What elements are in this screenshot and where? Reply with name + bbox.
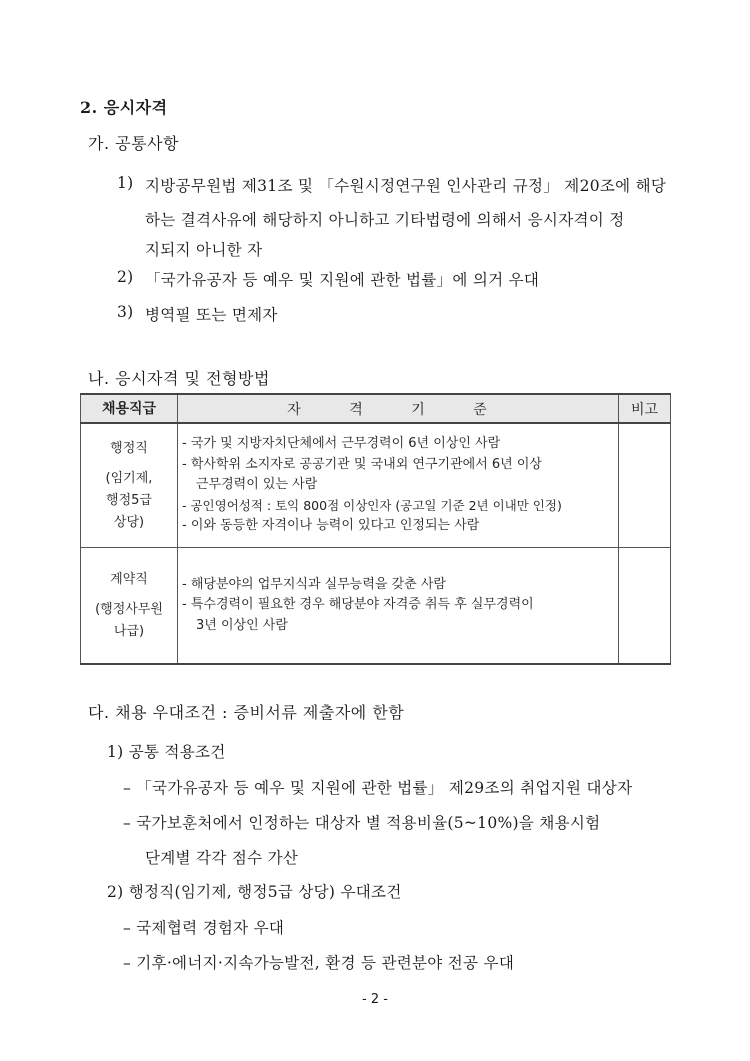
criteria-line: - 공인영어성적 : 토익 800점 이상인자 (공고일 기준 2년 이내만 인정) (182, 497, 562, 513)
grade-line: 상당) (113, 514, 145, 530)
table-header-row (81, 394, 671, 423)
group-2-item-1: – 국제협력 경험자 우대 (123, 919, 285, 937)
header-note: 비고 (619, 394, 671, 423)
item-3-number: 3) (117, 303, 134, 321)
grade-line: 행정직 (110, 440, 148, 456)
table-row (81, 548, 671, 665)
item-1-line-2: 하는 결격사유에 해당하지 아니하고 기타법령에 의해서 응시자격이 정 (145, 211, 625, 229)
item-2-number: 2) (117, 268, 134, 286)
group-1-item-2-line-2: 단계별 각각 점수 가산 (145, 849, 299, 867)
header-criteria-label: 자 격 기 준 (287, 401, 509, 418)
note-cell (619, 423, 671, 548)
item-1-line-3: 지되지 아니한 자 (145, 241, 263, 259)
criteria-line: - 특수경력이 필요한 경우 해당분야 자격증 취득 후 실무경력이 (182, 597, 534, 613)
grade-line: (행정사무원 (95, 601, 163, 617)
group-1-title: 1) 공통 적용조건 (107, 743, 226, 761)
criteria-line: - 국가 및 지방자치단체에서 근무경력이 6년 이상인 사람 (182, 436, 501, 452)
group-2-item-2: – 기후·에너지·지속가능발전, 환경 등 관련분야 전공 우대 (123, 954, 515, 972)
grade-line: (임기제, (105, 470, 153, 486)
group-1-item-2-line-1: – 국가보훈처에서 인정하는 대상자 별 적용비율(5~10%)을 채용시험 (123, 814, 601, 832)
section-title: 2. 응시자격 (80, 98, 168, 117)
table-row (81, 423, 671, 548)
subsection-b-title: 나. 응시자격 및 전형방법 (88, 369, 270, 388)
criteria-line: 3년 이상인 사람 (196, 617, 288, 633)
grade-line: 나급) (113, 623, 145, 639)
subsection-c-title: 다. 채용 우대조건 : 증비서류 제출자에 한함 (88, 703, 405, 722)
item-3-text: 병역필 또는 면제자 (145, 306, 278, 324)
item-1-number: 1) (117, 174, 134, 192)
subsection-a-title: 가. 공통사항 (88, 134, 179, 153)
criteria-line: - 해당분야의 업무지식과 실무능력을 갖춘 사람 (182, 576, 446, 592)
group-1-item-1: – 「국가유공자 등 예우 및 지원에 관한 법률」 제29조의 취업지원 대상자 (123, 779, 633, 797)
page-number: - 2 - (362, 992, 388, 1007)
grade-line: 행정5급 (106, 492, 152, 508)
criteria-cell (178, 423, 619, 548)
criteria-cell (178, 548, 619, 665)
header-criteria (178, 394, 619, 423)
item-1-line-1: 지방공무원법 제31조 및 「수원시정연구원 인사관리 규정」 제20조에 해당 (145, 177, 667, 195)
header-grade: 채용직급 (81, 394, 178, 423)
note-cell (619, 548, 671, 665)
grade-cell (81, 548, 178, 665)
criteria-line: - 이와 동등한 자격이나 능력이 있다고 인정되는 사람 (182, 518, 480, 534)
qualification-table (80, 393, 671, 665)
criteria-line: - 학사학위 소지자로 공공기관 및 국내외 연구기관에서 6년 이상 (182, 456, 542, 472)
group-2-title: 2) 행정직(임기제, 행정5급 상당) 우대조건 (107, 883, 402, 901)
grade-line: 계약직 (110, 571, 148, 587)
criteria-line: 근무경력이 있는 사람 (196, 477, 318, 493)
grade-cell (81, 423, 178, 548)
item-2-text: 「국가유공자 등 예우 및 지원에 관한 법률」에 의거 우대 (145, 271, 540, 289)
